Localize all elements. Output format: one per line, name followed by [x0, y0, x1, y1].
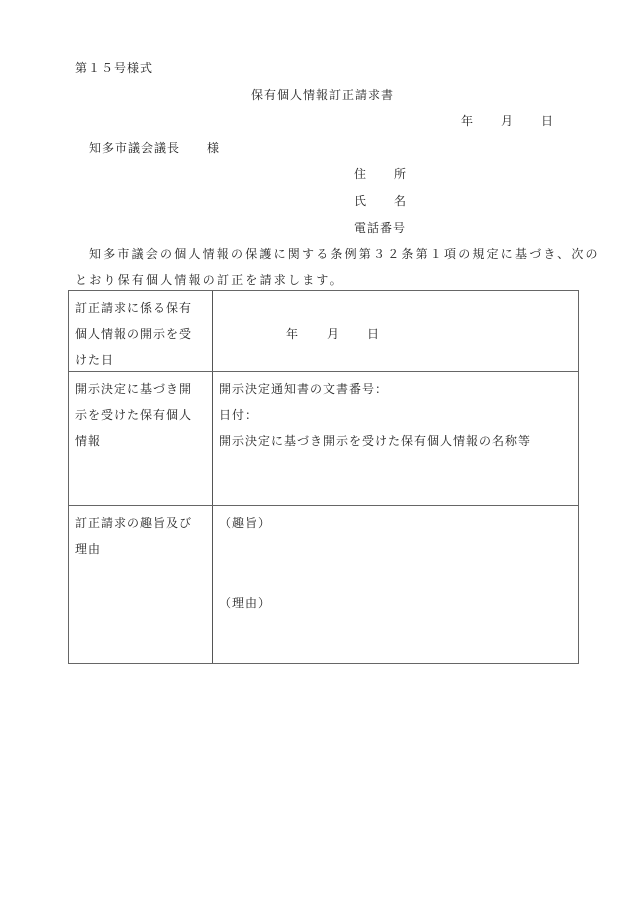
address-label: 住	[354, 167, 368, 181]
label-line: 訂正請求に係る保有	[75, 301, 193, 315]
intro-line-1: 知多市議会の個人情報の保護に関する条例第３２条第１項の規定に基づき、次の	[89, 247, 600, 261]
row-divider	[69, 505, 578, 506]
address-label-2: 所	[394, 167, 408, 181]
reason-field[interactable]: （理由）	[219, 596, 272, 610]
form-number: 第１５号様式	[75, 61, 154, 75]
column-divider	[212, 291, 213, 663]
row-label	[75, 295, 192, 373]
intro-line-2: とおり保有個人情報の訂正を請求します。	[75, 273, 344, 287]
name-label-2: 名	[394, 194, 408, 208]
label-line: 開示決定に基づき開	[75, 382, 193, 396]
disclosure-month[interactable]: 月	[327, 327, 341, 341]
disclosure-day[interactable]: 日	[367, 327, 381, 341]
label-line: けた日	[75, 353, 115, 367]
disclosure-info-field[interactable]	[219, 376, 531, 454]
addressee-honorific: 様	[207, 141, 221, 155]
request-table	[68, 290, 579, 664]
label-line: 訂正請求の趣旨及び	[75, 516, 193, 530]
info-name-label: 開示決定に基づき開示を受けた保有個人情報の名称等	[219, 434, 532, 448]
phone-label: 電話番号	[354, 221, 407, 235]
label-line: 個人情報の開示を受	[75, 327, 193, 341]
date-label: 日付：	[219, 408, 259, 422]
row-label	[75, 376, 192, 454]
label-line: 理由	[75, 542, 102, 556]
name-label: 氏	[354, 194, 368, 208]
label-line: 示を受けた保有個人	[75, 408, 193, 422]
purpose-field[interactable]: （趣旨）	[219, 516, 272, 530]
document-title: 保有個人情報訂正請求書	[251, 88, 395, 102]
day-label: 日	[541, 114, 555, 128]
addressee-name: 知多市議会議長	[89, 141, 181, 155]
year-label: 年	[461, 114, 475, 128]
disclosure-year[interactable]: 年	[286, 327, 300, 341]
month-label: 月	[501, 114, 515, 128]
label-line: 情報	[75, 434, 102, 448]
document-number-label: 開示決定通知書の文書番号：	[219, 382, 389, 396]
row-label	[75, 510, 192, 562]
